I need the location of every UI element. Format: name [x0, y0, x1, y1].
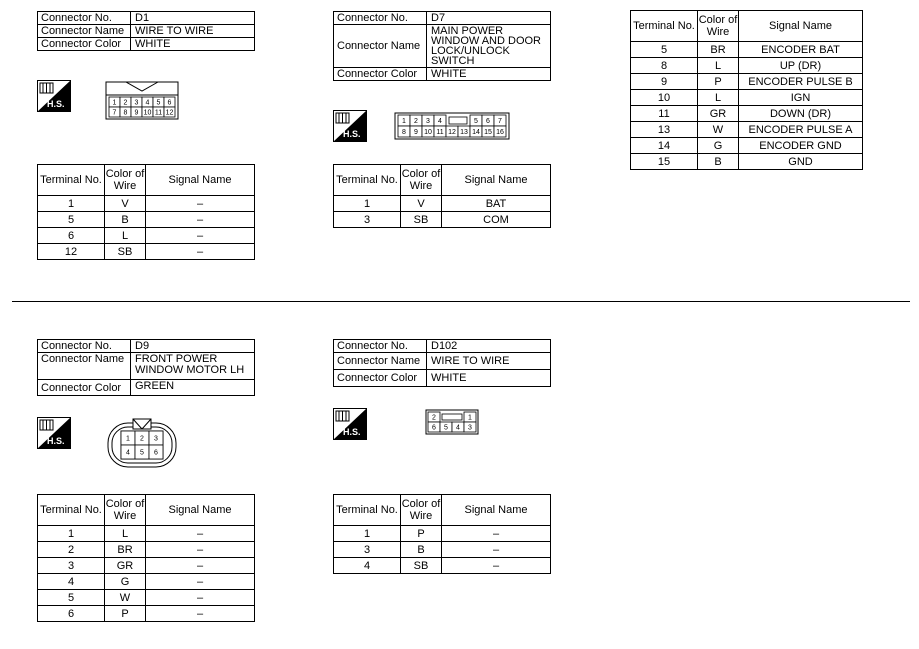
terminal-no: 12	[38, 244, 105, 260]
d102-connector-face	[425, 409, 479, 440]
pin-number: 5	[474, 118, 478, 125]
pin-number: 6	[432, 424, 436, 432]
terminal-no: 4	[38, 574, 105, 590]
d7-connector-no: D7	[427, 12, 551, 25]
signal-name: –	[146, 526, 255, 542]
pin-number: 15	[484, 129, 492, 136]
table-row	[631, 154, 863, 170]
signal-name: –	[146, 244, 255, 260]
wire-color: SB	[105, 244, 146, 260]
pin-number: 11	[154, 109, 163, 117]
table-row	[334, 526, 551, 542]
wire-color: V	[105, 196, 146, 212]
table-row	[38, 526, 255, 542]
pin-number: 1	[126, 435, 130, 443]
pin-number: 2	[414, 118, 418, 125]
terminal-no: 13	[631, 122, 698, 138]
label-connector-color: Connector Color	[38, 380, 131, 396]
wire-color: W	[105, 590, 146, 606]
table-row	[334, 196, 551, 212]
label-connector-name: Connector Name	[38, 25, 131, 38]
terminal-no: 5	[38, 590, 105, 606]
wire-color: P	[698, 74, 739, 90]
pin-number: 12	[448, 129, 456, 136]
wire-color: W	[698, 122, 739, 138]
d1-connector-color: WHITE	[131, 38, 255, 51]
table-row	[38, 558, 255, 574]
d9-connector-info	[37, 339, 255, 396]
d9-connector-name: FRONT POWER WINDOW MOTOR LH	[131, 353, 255, 380]
pin-number: 5	[156, 99, 161, 107]
signal-name: UP (DR)	[739, 58, 863, 74]
d7-connector-face	[394, 112, 510, 145]
label-connector-name: Connector Name	[38, 353, 131, 380]
table-row	[631, 138, 863, 154]
header-signal-name: Signal Name	[146, 495, 255, 526]
d1-connector-no: D1	[131, 12, 255, 25]
pin-number: 4	[126, 449, 130, 457]
signal-name: ENCODER GND	[739, 138, 863, 154]
wire-color: SB	[401, 558, 442, 574]
wire-color: GR	[105, 558, 146, 574]
pin-number: 4	[145, 99, 150, 107]
signal-name: –	[146, 212, 255, 228]
pin-number: 4	[456, 424, 460, 432]
terminal-no: 4	[334, 558, 401, 574]
label-connector-color: Connector Color	[334, 68, 427, 81]
d9-connector-face	[106, 417, 178, 474]
d7-terminal-table-continued	[630, 10, 863, 170]
wire-color: B	[105, 212, 146, 228]
pin-number: 6	[167, 99, 172, 107]
signal-name: –	[442, 542, 551, 558]
wire-color: B	[401, 542, 442, 558]
table-row	[631, 106, 863, 122]
signal-name: –	[146, 228, 255, 244]
terminal-no: 3	[334, 542, 401, 558]
pin-number: 16	[496, 129, 504, 136]
signal-name: COM	[442, 212, 551, 228]
hs-label: H.S.	[47, 99, 65, 109]
pin-number: 3	[468, 424, 472, 432]
table-row	[631, 74, 863, 90]
header-color-of-wire: Color of Wire	[401, 165, 442, 196]
terminal-no: 3	[334, 212, 401, 228]
pin-number: 7	[112, 109, 117, 117]
signal-name: BAT	[442, 196, 551, 212]
wire-color: P	[105, 606, 146, 622]
header-color-of-wire: Color of Wire	[105, 495, 146, 526]
signal-name: ENCODER PULSE A	[739, 122, 863, 138]
label-connector-no: Connector No.	[38, 340, 131, 353]
pin-number: 9	[414, 129, 418, 136]
table-row	[38, 590, 255, 606]
table-row	[38, 574, 255, 590]
wire-color: SB	[401, 212, 442, 228]
signal-name: –	[146, 574, 255, 590]
d1-connector-face	[100, 79, 184, 128]
d9-connector-no: D9	[131, 340, 255, 353]
table-row	[334, 558, 551, 574]
signal-name: GND	[739, 154, 863, 170]
pin-number: 2	[123, 99, 128, 107]
wire-color: GR	[698, 106, 739, 122]
header-signal-name: Signal Name	[442, 495, 551, 526]
table-row	[631, 90, 863, 106]
section-divider	[12, 301, 910, 302]
pin-number: 3	[134, 99, 139, 107]
table-row	[38, 196, 255, 212]
header-signal-name: Signal Name	[739, 11, 863, 42]
pin-number: 1	[468, 414, 472, 422]
table-row	[38, 244, 255, 260]
terminal-no: 15	[631, 154, 698, 170]
header-terminal-no: Terminal No.	[38, 165, 105, 196]
terminal-no: 1	[38, 526, 105, 542]
hs-connector-icon	[37, 80, 71, 112]
terminal-no: 5	[38, 212, 105, 228]
label-connector-no: Connector No.	[334, 12, 427, 25]
terminal-no: 3	[38, 558, 105, 574]
label-connector-no: Connector No.	[334, 340, 427, 353]
terminal-no: 14	[631, 138, 698, 154]
wire-color: BR	[698, 42, 739, 58]
header-color-of-wire: Color of Wire	[401, 495, 442, 526]
signal-name: –	[146, 558, 255, 574]
pin-number: 6	[486, 118, 490, 125]
signal-name: –	[146, 606, 255, 622]
d7-connector-name: MAIN POWER WINDOW AND DOOR LOCK/UNLOCK SWITCH	[427, 25, 551, 68]
connector-key	[442, 414, 462, 420]
table-row	[631, 58, 863, 74]
signal-name: –	[442, 558, 551, 574]
pin-number: 12	[165, 109, 174, 117]
header-terminal-no: Terminal No.	[334, 165, 401, 196]
signal-name: IGN	[739, 90, 863, 106]
pin-number: 1	[402, 118, 406, 125]
table-row	[334, 542, 551, 558]
terminal-no: 1	[334, 526, 401, 542]
signal-name: –	[146, 590, 255, 606]
d1-connector-name: WIRE TO WIRE	[131, 25, 255, 38]
pin-number: 8	[123, 109, 128, 117]
label-connector-name: Connector Name	[334, 353, 427, 370]
pin-number: 10	[143, 109, 152, 117]
signal-name: –	[146, 196, 255, 212]
terminal-no: 1	[38, 196, 105, 212]
label-connector-color: Connector Color	[334, 370, 427, 387]
pin-number: 3	[426, 118, 430, 125]
header-terminal-no: Terminal No.	[334, 495, 401, 526]
wire-color: L	[698, 58, 739, 74]
terminal-no: 9	[631, 74, 698, 90]
d102-connector-no: D102	[427, 340, 551, 353]
signal-name: DOWN (DR)	[739, 106, 863, 122]
pin-number: 5	[140, 449, 144, 457]
wire-color: L	[105, 526, 146, 542]
header-signal-name: Signal Name	[146, 165, 255, 196]
terminal-no: 5	[631, 42, 698, 58]
hs-connector-icon	[333, 408, 367, 440]
pin-number: 6	[154, 449, 158, 457]
wire-color: L	[698, 90, 739, 106]
hs-label: H.S.	[343, 129, 361, 139]
header-color-of-wire: Color of Wire	[105, 165, 146, 196]
pin-number: 8	[402, 129, 406, 136]
table-row	[631, 42, 863, 58]
terminal-no: 2	[38, 542, 105, 558]
pin-number: 2	[432, 414, 436, 422]
table-row	[38, 212, 255, 228]
signal-name: –	[442, 526, 551, 542]
pin-number: 5	[444, 424, 448, 432]
wire-color: P	[401, 526, 442, 542]
label-connector-no: Connector No.	[38, 12, 131, 25]
terminal-no: 1	[334, 196, 401, 212]
hs-label: H.S.	[343, 427, 361, 437]
d1-terminal-table	[37, 164, 255, 260]
pin-number: 4	[438, 118, 442, 125]
header-color-of-wire: Color of Wire	[698, 11, 739, 42]
terminal-no: 10	[631, 90, 698, 106]
pin-number: 13	[460, 129, 468, 136]
label-connector-color: Connector Color	[38, 38, 131, 51]
header-terminal-no: Terminal No.	[631, 11, 698, 42]
d1-connector-info	[37, 11, 255, 51]
d102-connector-info	[333, 339, 551, 387]
pin-number: 3	[154, 435, 158, 443]
header-signal-name: Signal Name	[442, 165, 551, 196]
label-connector-name: Connector Name	[334, 25, 427, 68]
terminal-no: 11	[631, 106, 698, 122]
d9-connector-color: GREEN	[131, 380, 255, 396]
header-terminal-no: Terminal No.	[38, 495, 105, 526]
signal-name: –	[146, 542, 255, 558]
d7-connector-info	[333, 11, 551, 81]
connector-key	[449, 117, 467, 124]
pin-number: 9	[134, 109, 139, 117]
table-row	[38, 606, 255, 622]
wire-color: G	[698, 138, 739, 154]
pin-number: 10	[424, 129, 432, 136]
terminal-no: 6	[38, 606, 105, 622]
table-row	[38, 542, 255, 558]
terminal-no: 8	[631, 58, 698, 74]
d9-terminal-table	[37, 494, 255, 622]
d7-terminal-table	[333, 164, 551, 228]
signal-name: ENCODER BAT	[739, 42, 863, 58]
table-row	[631, 122, 863, 138]
hs-connector-icon	[37, 417, 71, 449]
table-row	[334, 212, 551, 228]
hs-label: H.S.	[47, 436, 65, 446]
pin-number: 1	[112, 99, 117, 107]
wire-color: L	[105, 228, 146, 244]
wire-color: G	[105, 574, 146, 590]
wire-color: B	[698, 154, 739, 170]
pin-number: 11	[436, 129, 444, 136]
pin-number: 7	[498, 118, 502, 125]
wire-color: V	[401, 196, 442, 212]
pin-number: 14	[472, 129, 480, 136]
terminal-no: 6	[38, 228, 105, 244]
signal-name: ENCODER PULSE B	[739, 74, 863, 90]
d102-terminal-table	[333, 494, 551, 574]
d102-connector-color: WHITE	[427, 370, 551, 387]
table-row	[38, 228, 255, 244]
d7-connector-color: WHITE	[427, 68, 551, 81]
hs-connector-icon	[333, 110, 367, 142]
pin-number: 2	[140, 435, 144, 443]
d102-connector-name: WIRE TO WIRE	[427, 353, 551, 370]
wire-color: BR	[105, 542, 146, 558]
